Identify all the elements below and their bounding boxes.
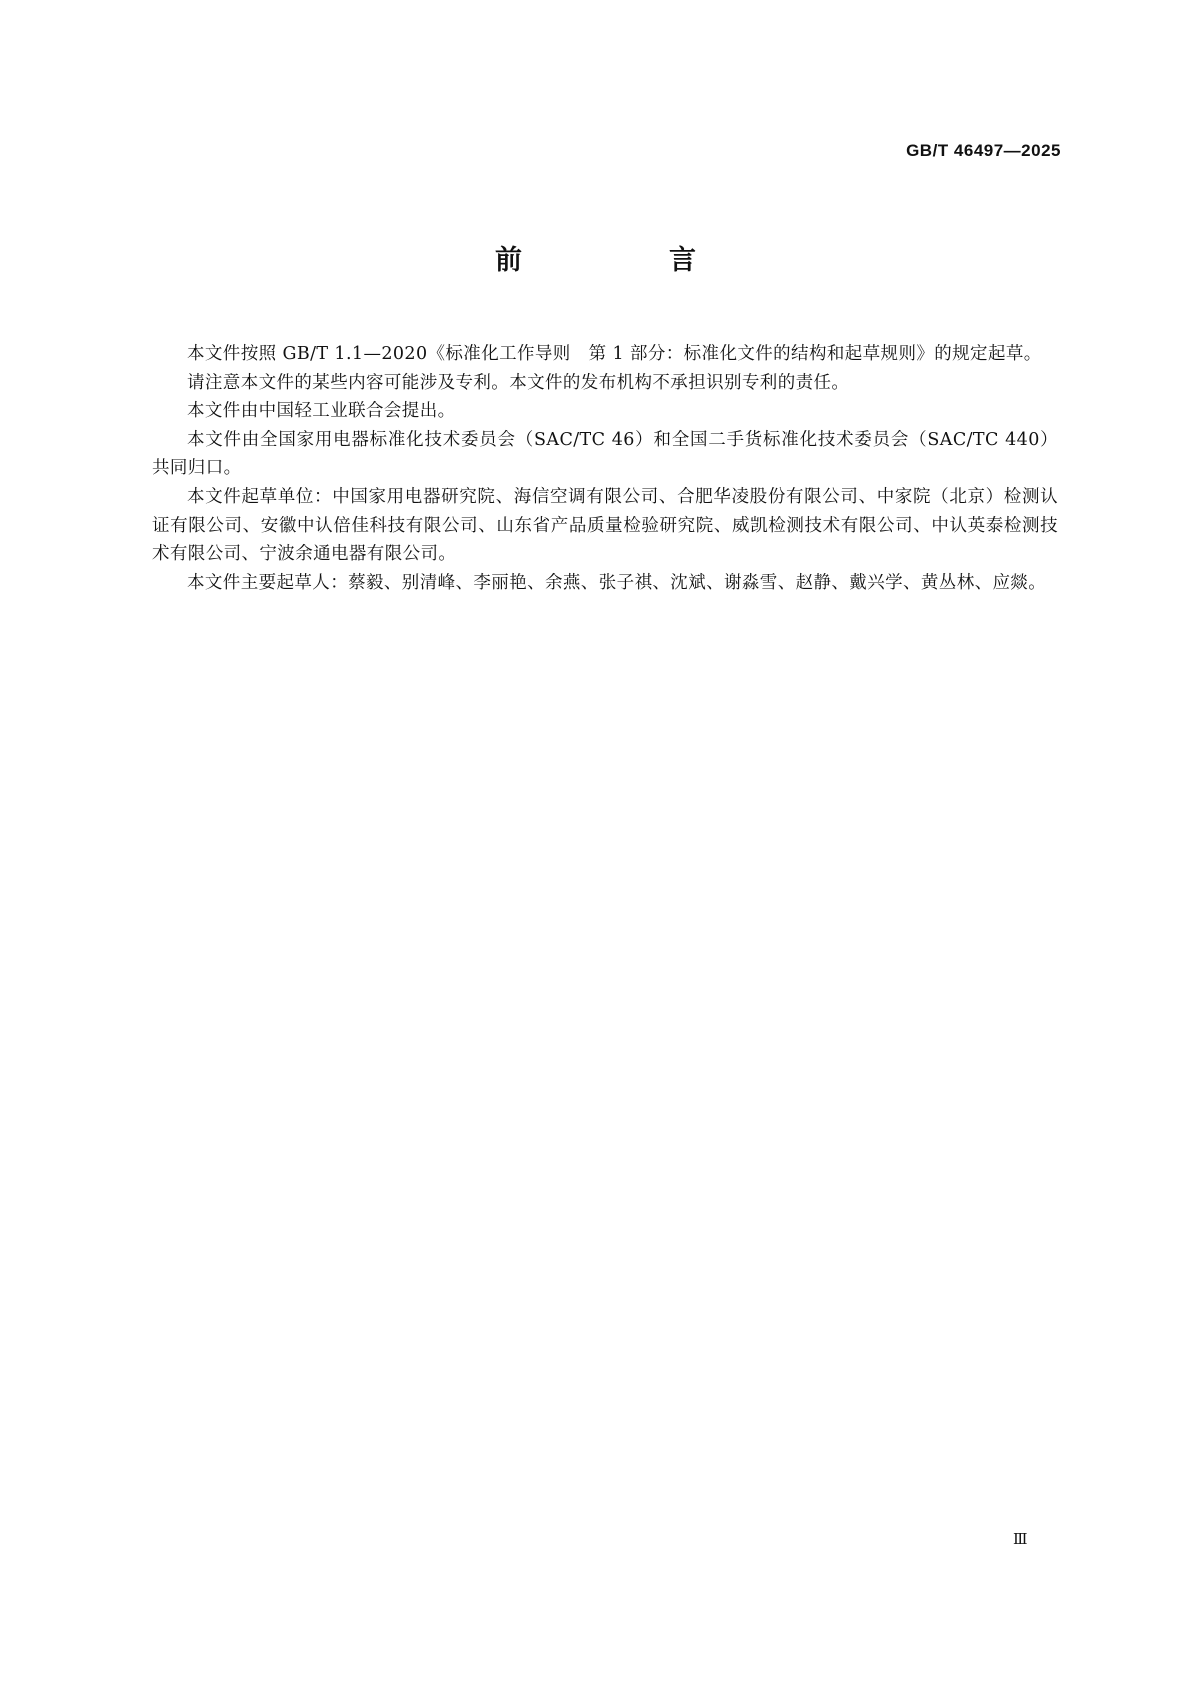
page-number: Ⅲ — [1013, 1532, 1028, 1548]
paragraph-main-drafters: 本文件主要起草人：蔡毅、别清峰、李丽艳、余燕、张子祺、沈斌、谢淼雪、赵静、戴兴学、黄丛林、应燚。 — [187, 572, 1047, 593]
paragraph-drafting-organizations: 本文件起草单位：中国家用电器研究院、海信空调有限公司、合肥华凌股份有限公司、中家院（北京）检测认证有限公司、安徽中认倍佳科技有限公司、山东省产品质量检验研究院、威凯检测技术有限公司、中认英泰检测技术有限公司、宁波余通电器有限公司。 — [152, 486, 1058, 565]
paragraph-centralized-by: 本文件由全国家用电器标准化技术委员会（SAC/TC 46）和全国二手货标准化技术委员会（SAC/TC 440）共同归口。 — [152, 429, 1058, 479]
page-title: 前 言 — [495, 245, 756, 276]
paragraph-patent-notice: 请注意本文件的某些内容可能涉及专利。本文件的发布机构不承担识别专利的责任。 — [187, 372, 850, 393]
paragraph-proposed-by: 本文件由中国轻工业联合会提出。 — [187, 401, 456, 422]
foreword-body — [152, 340, 1058, 597]
standard-number: GB/T 46497—2025 — [906, 141, 1061, 160]
paragraph-drafting-rules: 本文件按照 GB/T 1.1—2020《标准化工作导则 第 1 部分：标准化文件的结构和起草规则》的规定起草。 — [187, 344, 1042, 364]
